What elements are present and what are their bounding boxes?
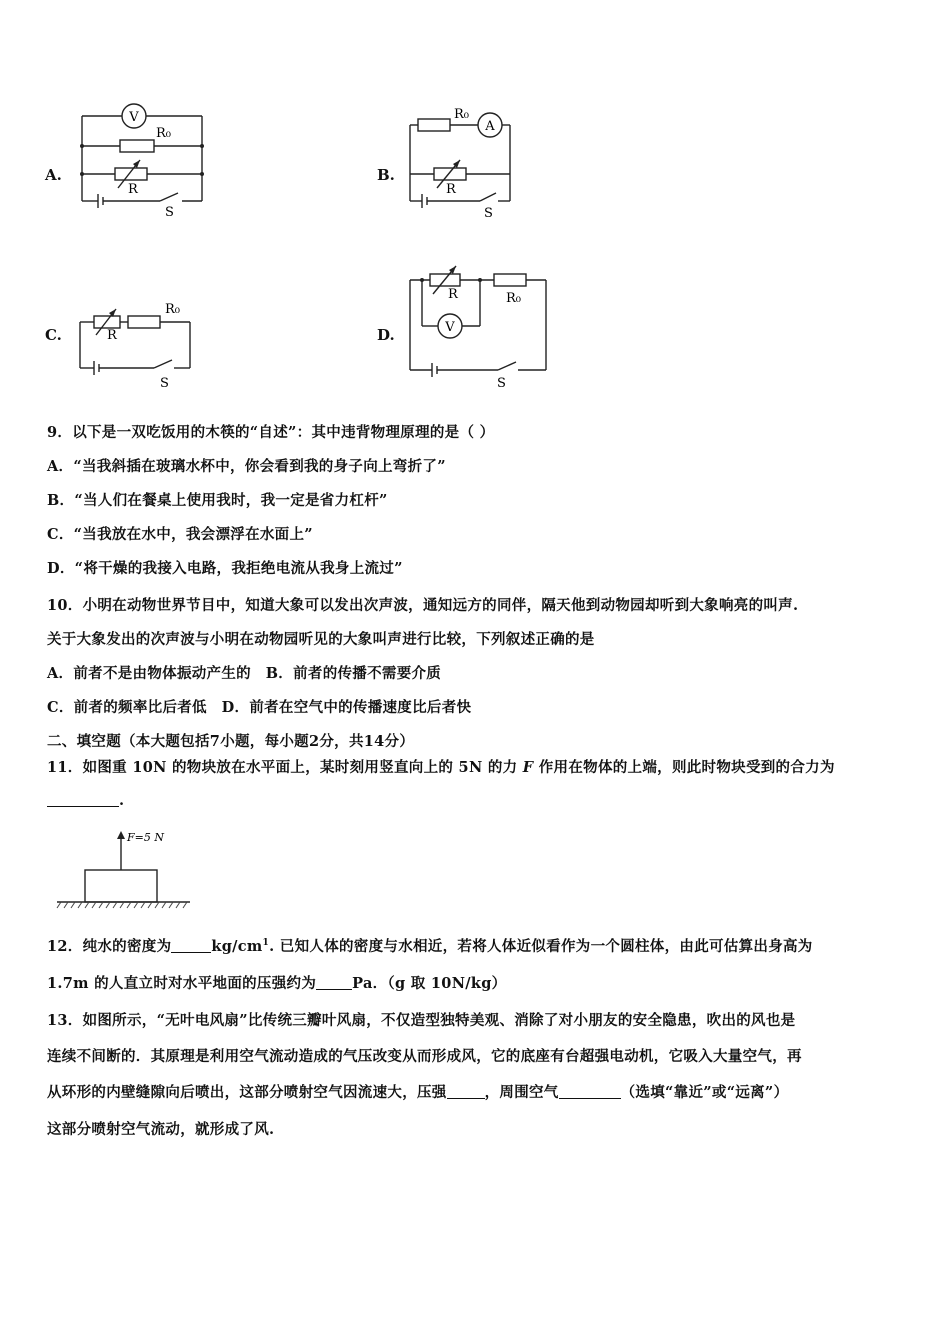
q10-options-cd: C．前者的频率比后者低 D．前者在空气中的传播速度比后者快 [47,699,472,716]
option-d-label: D. [377,326,395,344]
s-label: S [497,376,506,391]
q12-p3: . 已知人体的密度与水相近，若将人体近似看作为一个圆柱体，由此可估算出身高为 [269,938,813,955]
q11-stem [47,756,835,777]
q12-blank-pressure[interactable] [316,975,352,990]
q13-line1: 13．如图所示，“无叶电风扇”比传统三瓣叶风扇，不仅造型独特美观、消除了对小朋友的安全隐患，吹出的风也是 [47,1012,796,1029]
circuit-diagram-a [70,100,220,225]
q12-blank-density[interactable] [171,938,211,953]
q12-p1: 12．纯水的密度为 [47,938,172,955]
q12-p2: kg/cm [211,938,263,955]
option-c-label: C. [45,326,62,344]
q9-stem: 9．以下是一双吃饭用的木筷的“自述”：其中违背物理原理的是（ ） [47,424,495,441]
q10-stem-line2: 关于大象发出的次声波与小明在动物园听见的大象叫声进行比较，下列叙述正确的是 [47,631,595,648]
circuit-diagram-b [400,100,525,225]
q13-l3c: （选填“靠近”或“远离”） [620,1084,789,1101]
q13-l3b: ，周围空气 [484,1084,559,1101]
r0-label: R₀ [156,126,171,141]
s-label: S [484,206,493,221]
q12-p4: 1.7m 的人直立时对水平地面的压强约为 [47,975,317,992]
meter-label: V [445,320,455,335]
q11-block-figure [55,822,200,914]
q11-blank[interactable] [47,792,119,807]
q12-sup: 1 [262,938,270,949]
circuit-diagram-d [400,262,555,392]
r-label: R [448,287,458,302]
q13-line4: 这部分喷射空气流动，就形成了风. [47,1121,275,1138]
q11-answer-line [47,792,124,809]
q10-stem-line1: 10．小明在动物世界节目中，知道大象可以发出次声波，通知远方的同伴，隔天他到动物园却听到大象响亮的叫声. [47,597,799,614]
q12-p5: Pa．（g 取 10N/kg） [352,975,507,992]
q13-l3a: 从环形的内壁缝隙向后喷出，这部分喷射空气因流速大，压强 [47,1084,447,1101]
q11-end: . [119,792,125,809]
q10-options-ab: A．前者不是由物体振动产生的 B．前者的传播不需要介质 [47,665,442,682]
q13-blank-air[interactable] [559,1084,621,1099]
circuit-diagram-c [70,295,200,395]
r0-label: R₀ [165,302,180,317]
r-label: R [107,328,117,343]
q11-stem-post: 作用在物体的上端，则此时物块受到的合力为 [533,759,835,776]
q9-option-a: A．“当我斜插在玻璃水杯中，你会看到我的身子向上弯折了” [47,458,446,475]
meter-label: V [129,110,139,125]
q12-line2 [47,972,506,993]
q11-stem-pre: 11．如图重 10N 的物块放在水平面上，某时刻用竖直向上的 5N 的力 [47,759,523,776]
option-a-label: A. [45,166,62,184]
q9-option-b: B．“当人们在餐桌上使用我时，我一定是省力杠杆” [47,492,388,509]
q9-option-c: C．“当我放在水中，我会漂浮在水面上” [47,526,313,543]
force-label: F=5 N [127,831,164,844]
option-b-label: B. [377,166,395,184]
s-label: S [160,376,169,391]
r-label: R [446,182,456,197]
q13-line2: 连续不间断的．其原理是利用空气流动造成的气压改变从而形成风，它的底座有台超强电动机，它吸入大量空气，再 [47,1048,802,1065]
q9-option-d: D．“将干燥的我接入电路，我拒绝电流从我身上流过” [47,560,403,577]
r0-label: R₀ [454,107,469,122]
q13-line3 [47,1081,788,1102]
s-label: S [165,205,174,220]
meter-label: A [485,119,495,134]
q12-line1 [47,935,813,956]
q13-blank-pressure[interactable] [447,1084,485,1099]
r-label: R [128,182,138,197]
r0-label: R₀ [506,291,521,306]
section-heading: 二、填空题（本大题包括7小题，每小题2分，共14分） [47,733,415,750]
q11-force-symbol: F [522,759,534,776]
